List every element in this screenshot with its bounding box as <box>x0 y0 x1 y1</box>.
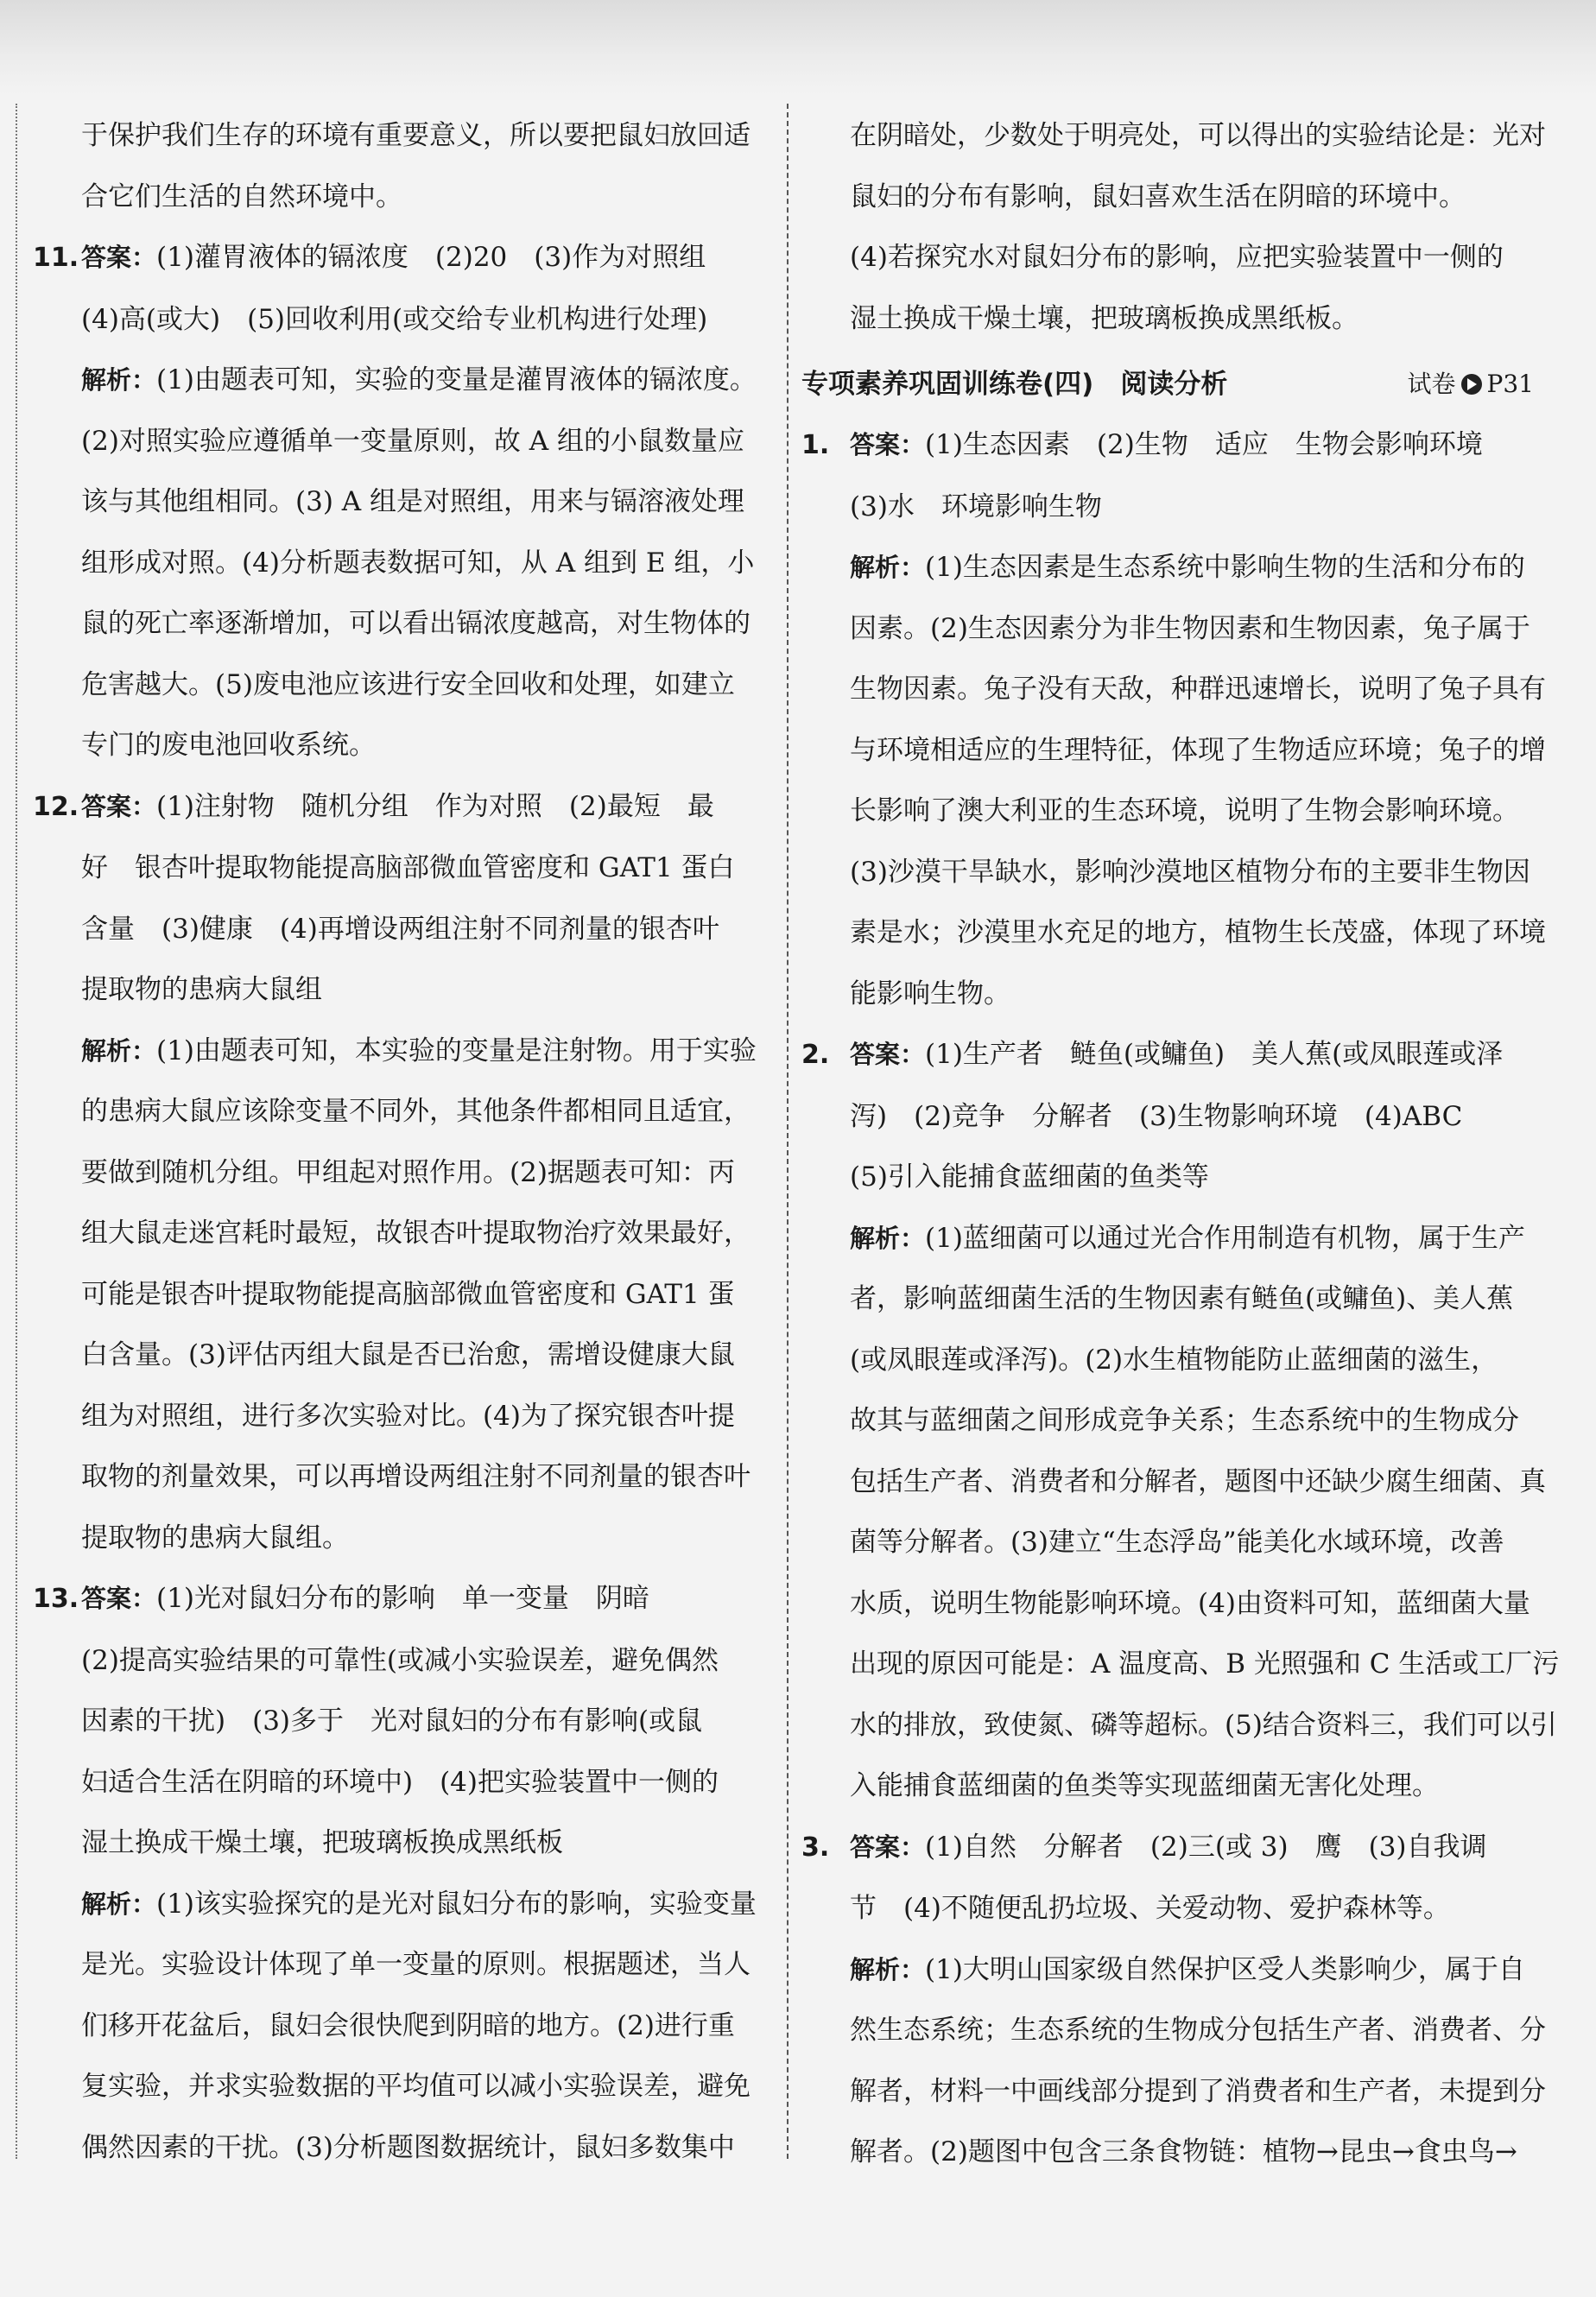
text-line: 在阴暗处，少数处于明亮处，可以得出的实验结论是：光对 <box>850 120 1546 151</box>
analysis-label: 解析： <box>81 365 157 395</box>
answer-text: 因素的干扰) (3)多于 光对鼠妇的分布有影响(或鼠 <box>81 1705 703 1737</box>
answer-label: 答案： <box>81 791 157 821</box>
analysis-text: (2)对照实验应遵循单一变量原则，故 A 组的小鼠数量应 <box>81 425 745 457</box>
question-number: 2. <box>801 1040 830 1070</box>
answer-text: (3)水 环境影响生物 <box>850 490 1102 522</box>
analysis-text: (1)生态因素是生态系统中影响生物的生活和分布的 <box>925 552 1525 583</box>
analysis-text: 该与其他组相同。(3) A 组是对照组，用来与镉溶液处理 <box>81 486 745 517</box>
page-ref-number: P31 <box>1486 369 1534 398</box>
analysis-text: 组为对照组，进行多次实验对比。(4)为了探究银杏叶提 <box>81 1400 735 1432</box>
analysis-text: 然生态系统；生态系统的生物成分包括生产者、消费者、分 <box>850 2015 1546 2046</box>
analysis-text: 的患病大鼠应该除变量不同外，其他条件都相同且适宜， <box>81 1096 750 1127</box>
analysis-label: 解析： <box>850 553 926 582</box>
question-1 <box>801 414 1546 1024</box>
answer-text: 妇适合生活在阴暗的环境中) (4)把实验装置中一侧的 <box>81 1766 719 1798</box>
answer-text: (5)引入能捕食蓝细菌的鱼类等 <box>850 1161 1209 1193</box>
right-column <box>801 105 1560 2183</box>
answer-text: 含量 (3)健康 (4)再增设两组注射不同剂量的银杏叶 <box>81 913 719 945</box>
section-page-ref <box>1408 354 1534 415</box>
analysis-text: 组形成对照。(4)分析题表数据可知，从 A 组到 E 组，小 <box>81 547 755 579</box>
page-ref-label: 试卷 <box>1407 369 1456 398</box>
analysis-text: 提取物的患病大鼠组。 <box>81 1522 349 1553</box>
answer-text: (1)生产者 鲢鱼(或鳙鱼) 美人蕉(或凤眼莲或泽 <box>925 1039 1504 1070</box>
answer-label: 答案： <box>81 1584 157 1613</box>
scan-shadow-band <box>0 0 1596 95</box>
analysis-text: 们移开花盆后，鼠妇会很快爬到阴暗的地方。(2)进行重 <box>81 2009 735 2041</box>
left-column <box>33 105 769 2178</box>
analysis-text: 专门的废电池回收系统。 <box>81 730 376 761</box>
analysis-text: 素是水；沙漠里水充足的地方，植物生长茂盛，体现了环境 <box>850 917 1546 948</box>
analysis-text: 与环境相适应的生理特征，体现了生物适应环境；兔子的增 <box>850 734 1546 766</box>
analysis-text: (1)由题表可知，本实验的变量是注射物。用于实验 <box>156 1035 757 1066</box>
analysis-text: 复实验，并求实验数据的平均值可以减小实验误差，避免 <box>81 2071 750 2102</box>
analysis-text: 要做到随机分组。甲组起对照作用。(2)据题表可知：丙 <box>81 1156 735 1188</box>
section-header <box>801 354 1534 414</box>
question-13 <box>33 1568 769 2178</box>
answer-text: (4)高(或大) (5)回收利用(或交给专业机构进行处理) <box>81 303 708 335</box>
analysis-text: 包括生产者、消费者和分解者，题图中还缺少腐生细菌、真 <box>850 1465 1546 1497</box>
analysis-text: 长影响了澳大利亚的生态环境，说明了生物会影响环境。 <box>850 795 1519 826</box>
question-number: 3. <box>801 1832 830 1863</box>
analysis-text: 组大鼠走迷宫耗时最短，故银杏叶提取物治疗效果最好， <box>81 1218 750 1249</box>
analysis-text: (1)由题表可知，实验的变量是灌胃液体的镉浓度。 <box>156 364 757 395</box>
answer-label: 答案： <box>850 1832 926 1862</box>
analysis-label: 解析： <box>850 1954 926 1984</box>
analysis-text: 可能是银杏叶提取物能提高脑部微血管密度和 GAT1 蛋 <box>81 1278 735 1310</box>
answer-text: (1)注射物 随机分组 作为对照 (2)最短 最 <box>156 790 714 822</box>
analysis-text: 危害越大。(5)废电池应该进行安全回收和处理，如建立 <box>81 668 735 700</box>
text-line: 鼠妇的分布有影响，鼠妇喜欢生活在阴暗的环境中。 <box>850 180 1466 212</box>
question-number: 12. <box>33 791 79 822</box>
analysis-text: 生物因素。兔子没有天敌，种群迅速增长，说明了兔子具有 <box>850 674 1546 705</box>
answer-text: 提取物的患病大鼠组 <box>81 974 322 1005</box>
text-line: 于保护我们生存的环境有重要意义，所以要把鼠妇放回适 <box>81 120 750 151</box>
analysis-text: (3)沙漠干旱缺水，影响沙漠地区植物分布的主要非生物因 <box>850 856 1530 888</box>
question-number: 13. <box>33 1584 79 1614</box>
intro-paragraph <box>33 105 769 227</box>
analysis-text: 白含量。(3)评估丙组大鼠是否已治愈，需增设健康大鼠 <box>81 1339 735 1370</box>
analysis-text: 鼠的死亡率逐渐增加，可以看出镉浓度越高，对生物体的 <box>81 608 750 639</box>
analysis-label: 解析： <box>850 1223 926 1253</box>
analysis-text: (1)该实验探究的是光对鼠妇分布的影响，实验变量 <box>156 1888 757 1920</box>
question-3 <box>801 1817 1546 2183</box>
analysis-text: (或凤眼莲或泽泻)。(2)水生植物能防止蓝细菌的滋生， <box>850 1344 1498 1376</box>
answer-text: (1)自然 分解者 (2)三(或 3) 鹰 (3)自我调 <box>925 1831 1487 1863</box>
arrow-right-circle-icon <box>1461 374 1482 395</box>
answer-text: (2)提高实验结果的可靠性(或减小实验误差，避免偶然 <box>81 1644 719 1676</box>
section-title: 专项素养巩固训练卷(四) 阅读分析 <box>801 368 1228 400</box>
answer-text: (1)光对鼠妇分布的影响 单一变量 阴暗 <box>156 1583 649 1614</box>
answer-text: (1)灌胃液体的镉浓度 (2)20 (3)作为对照组 <box>156 242 706 273</box>
answer-label: 答案： <box>850 1040 926 1069</box>
analysis-text: (1)大明山国家级自然保护区受人类影响少，属于自 <box>925 1953 1525 1985</box>
text-line: 合它们生活的自然环境中。 <box>81 180 402 212</box>
analysis-text: 解者。(2)题图中包含三条食物链：植物→昆虫→食虫鸟→ <box>850 2136 1517 2167</box>
analysis-text: 故其与蓝细菌之间形成竞争关系；生态系统中的生物成分 <box>850 1405 1519 1436</box>
analysis-text: 偶然因素的干扰。(3)分析题图数据统计，鼠妇多数集中 <box>81 2131 735 2163</box>
binding-margin-line <box>16 104 17 2159</box>
answer-text: 湿土换成干燥土壤，把玻璃板换成黑纸板 <box>81 1827 563 1858</box>
question-12 <box>33 776 769 1569</box>
answer-text: 好 银杏叶提取物能提高脑部微血管密度和 GAT1 蛋白 <box>81 852 735 883</box>
analysis-text: 者，影响蓝细菌生活的生物因素有鲢鱼(或鳙鱼)、美人蕉 <box>850 1283 1514 1314</box>
analysis-text: 是光。实验设计体现了单一变量的原则。根据题述，当人 <box>81 1949 750 1980</box>
analysis-text: 解者，材料一中画线部分提到了消费者和生产者，未提到分 <box>850 2075 1546 2107</box>
question-2 <box>801 1024 1560 1817</box>
analysis-text: 入能捕食蓝细菌的鱼类等实现蓝细菌无害化处理。 <box>850 1770 1439 1801</box>
question-11 <box>33 227 769 776</box>
column-divider <box>787 104 788 2159</box>
analysis-text: 取物的剂量效果，可以再增设两组注射不同剂量的银杏叶 <box>81 1461 750 1492</box>
analysis-text: 因素。(2)生态因素分为非生物因素和生物因素，兔子属于 <box>850 612 1530 644</box>
answer-label: 答案： <box>850 430 926 459</box>
answer-text: (1)生态因素 (2)生物 适应 生物会影响环境 <box>925 429 1483 460</box>
text-line: 湿土换成干燥土壤，把玻璃板换成黑纸板。 <box>850 302 1358 334</box>
answer-text: 节 (4)不随便乱扔垃圾、关爱动物、爱护森林等。 <box>850 1893 1450 1924</box>
analysis-label: 解析： <box>81 1035 157 1066</box>
analysis-text: 菌等分解者。(3)建立“生态浮岛”能美化水域环境，改善 <box>850 1527 1504 1558</box>
analysis-label: 解析： <box>81 1889 157 1919</box>
answer-text: 泻) (2)竞争 分解者 (3)生物影响环境 (4)ABC <box>850 1100 1463 1132</box>
analysis-text: 能影响生物。 <box>850 978 1010 1009</box>
question-number: 1. <box>801 430 830 460</box>
analysis-text: 水质，说明生物能影响环境。(4)由资料可知，蓝细菌大量 <box>850 1587 1530 1619</box>
analysis-text: 出现的原因可能是：A 温度高、B 光照强和 C 生活或工厂污 <box>850 1648 1560 1680</box>
text-line: (4)若探究水对鼠妇分布的影响，应把实验装置中一侧的 <box>850 242 1504 273</box>
analysis-text: (1)蓝细菌可以通过光合作用制造有机物，属于生产 <box>925 1222 1525 1254</box>
analysis-text: 水的排放，致使氮、磷等超标。(5)结合资料三，我们可以引 <box>850 1709 1557 1741</box>
question-number: 11. <box>33 243 79 273</box>
continuation-paragraph <box>801 105 1546 349</box>
answer-label: 答案： <box>81 243 157 272</box>
